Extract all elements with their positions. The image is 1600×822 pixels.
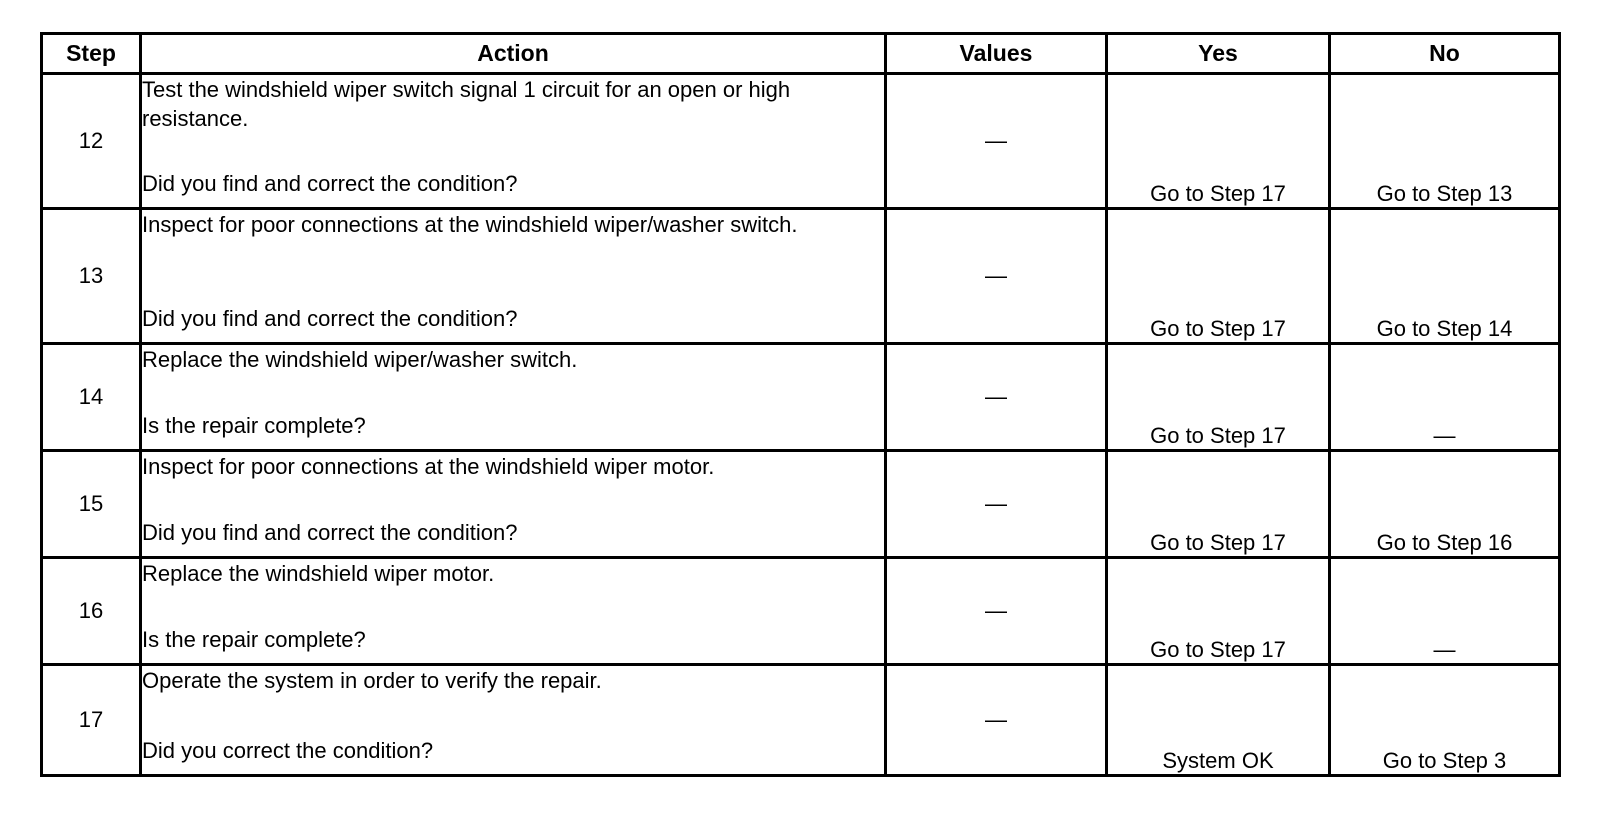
header-yes: Yes	[1107, 34, 1330, 74]
question-text: Did you find and correct the condition?	[142, 306, 518, 331]
table-row	[42, 344, 1560, 451]
yes-cell: Go to Step 17	[1107, 558, 1330, 665]
question-text: Did you find and correct the condition?	[142, 520, 518, 545]
diagnostic-table-container	[40, 32, 1561, 777]
no-cell: Go to Step 16	[1330, 451, 1560, 558]
step-number: 14	[42, 344, 141, 451]
step-number: 15	[42, 451, 141, 558]
table-row	[42, 209, 1560, 344]
action-text: Test the windshield wiper switch signal 1 circuit for an open or high resistance.	[142, 77, 791, 131]
header-action: Action	[141, 34, 886, 74]
table-row	[42, 451, 1560, 558]
step-number: 12	[42, 74, 141, 209]
action-cell	[141, 74, 886, 209]
values-cell: —	[886, 74, 1107, 209]
action-text: Operate the system in order to verify the repair.	[142, 668, 602, 693]
header-no: No	[1330, 34, 1560, 74]
action-text: Replace the windshield wiper/washer switch.	[142, 347, 578, 372]
diagnostic-table	[40, 32, 1561, 777]
table-row	[42, 74, 1560, 209]
yes-cell: Go to Step 17	[1107, 74, 1330, 209]
table-row	[42, 665, 1560, 776]
header-step: Step	[42, 34, 141, 74]
values-cell: —	[886, 665, 1107, 776]
no-cell: Go to Step 14	[1330, 209, 1560, 344]
action-cell	[141, 665, 886, 776]
no-cell: —	[1330, 344, 1560, 451]
step-number: 13	[42, 209, 141, 344]
yes-cell: Go to Step 17	[1107, 344, 1330, 451]
action-cell	[141, 209, 886, 344]
action-text: Replace the windshield wiper motor.	[142, 561, 495, 586]
question-text: Did you find and correct the condition?	[142, 171, 518, 196]
no-cell: Go to Step 3	[1330, 665, 1560, 776]
step-number: 16	[42, 558, 141, 665]
no-cell: Go to Step 13	[1330, 74, 1560, 209]
values-cell: —	[886, 209, 1107, 344]
action-text: Inspect for poor connections at the windshield wiper motor.	[142, 454, 715, 479]
table-row	[42, 558, 1560, 665]
question-text: Is the repair complete?	[142, 627, 366, 652]
values-cell: —	[886, 558, 1107, 665]
action-cell	[141, 451, 886, 558]
header-row	[42, 34, 1560, 74]
question-text: Did you correct the condition?	[142, 738, 434, 763]
action-cell	[141, 558, 886, 665]
yes-cell: System OK	[1107, 665, 1330, 776]
step-number: 17	[42, 665, 141, 776]
question-text: Is the repair complete?	[142, 413, 366, 438]
values-cell: —	[886, 451, 1107, 558]
yes-cell: Go to Step 17	[1107, 451, 1330, 558]
yes-cell: Go to Step 17	[1107, 209, 1330, 344]
action-text: Inspect for poor connections at the windshield wiper/washer switch.	[142, 212, 798, 237]
action-cell	[141, 344, 886, 451]
values-cell: —	[886, 344, 1107, 451]
no-cell: —	[1330, 558, 1560, 665]
header-values: Values	[886, 34, 1107, 74]
